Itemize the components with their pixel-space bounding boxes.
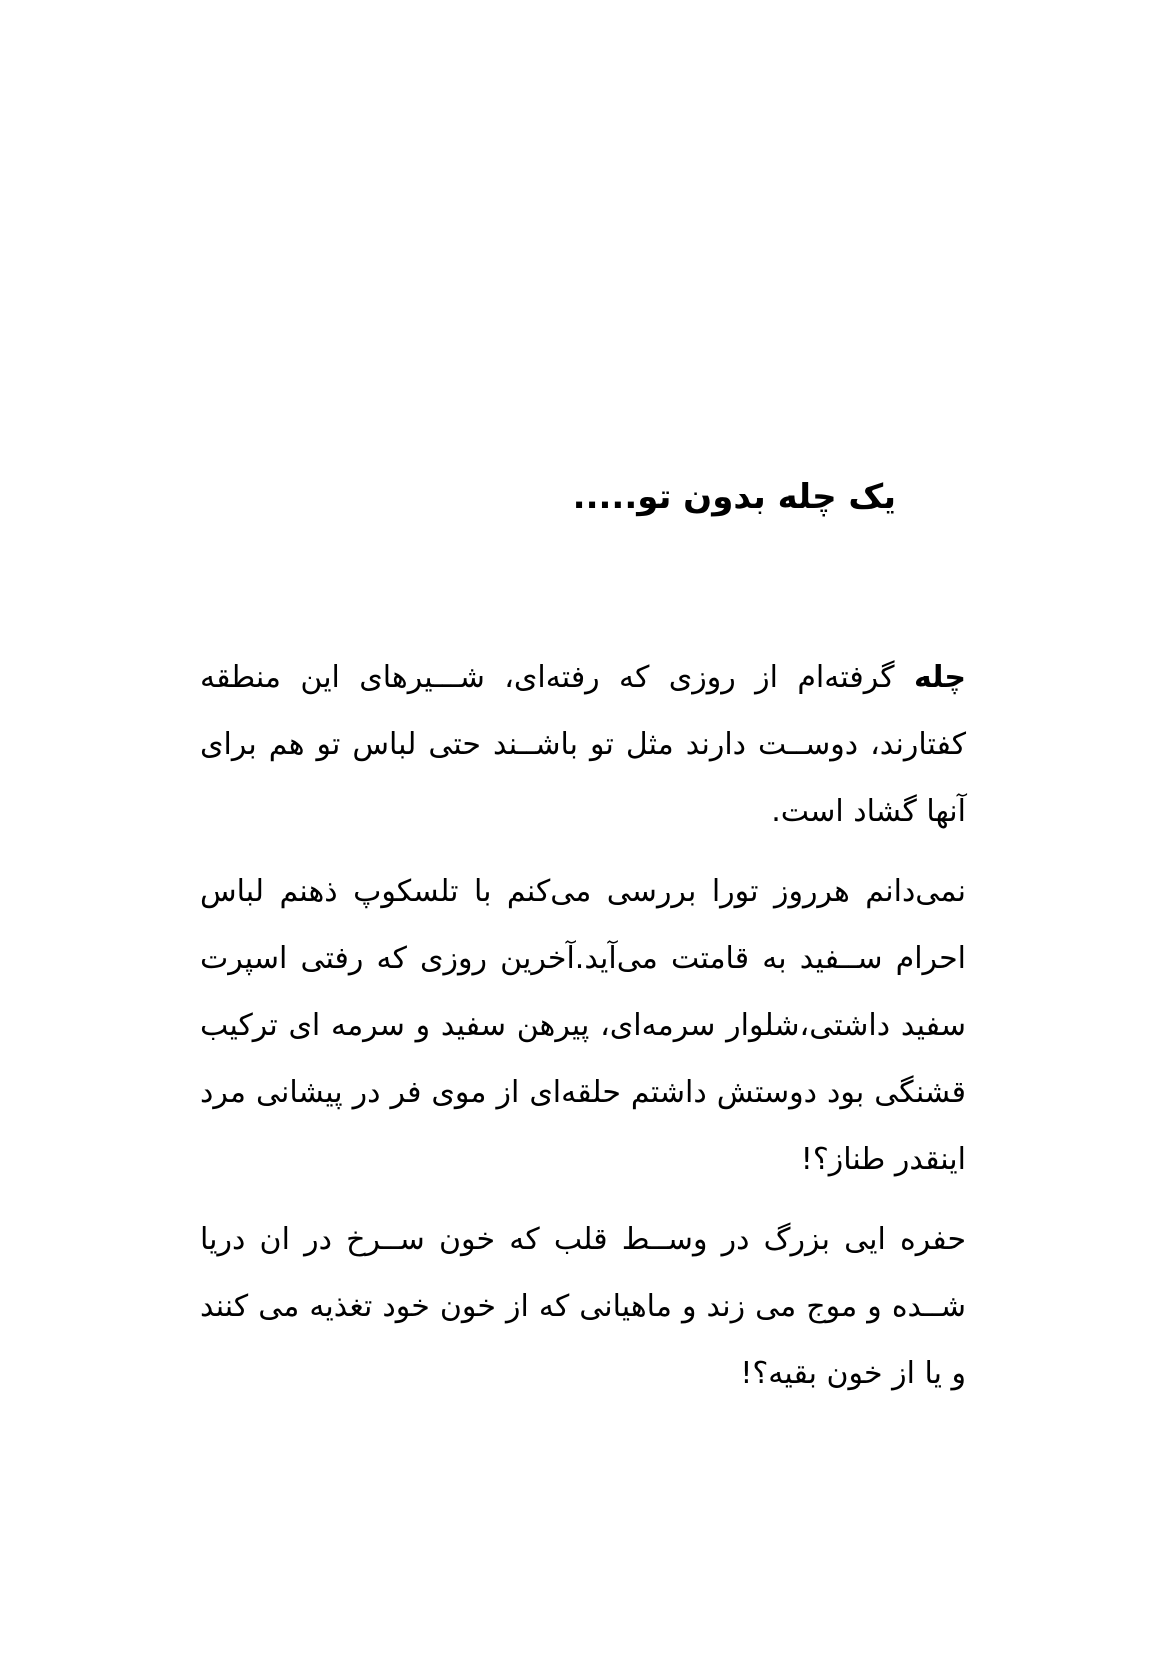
paragraph-2 xyxy=(200,858,966,1193)
paragraph-1 xyxy=(200,644,966,845)
paragraph-3 xyxy=(200,1206,966,1407)
paragraph-1-text: گرفته‌ام از روزی که رفته‌ای، شـــیرهای این منطقه کفتارند، دوســت دارند مثل تو باشــند حتی لباس تو هم برای آنها گشاد است. xyxy=(200,660,966,829)
paragraph-2-text: نمی‌دانم هرروز تورا بررسی می‌کنم با تلسکوپ ذهنم لباس احرام ســفید به قامتت می‌آید.آخرین روزی که رفتی اسپرت سفید داشتی،شلوار سرمه‌ای، پیرهن سفید و سرمه ای ترکیب قشنگی بود دوستش داشتم حلقه‌ای از موی فر در پیشانی مرد اینقدر طناز؟! xyxy=(200,874,966,1177)
paragraph-3-text: حفره ایی بزرگ در وســط قلب که خون ســرخ در ان دریا شــده و موج می زند و ماهیانی که از خون خود تغذیه می کنند و یا از خون بقیه؟! xyxy=(200,1222,966,1391)
chapter-title: یک چله بدون تو..... xyxy=(572,477,896,517)
paragraph-1-lead-word: چله xyxy=(913,660,966,695)
